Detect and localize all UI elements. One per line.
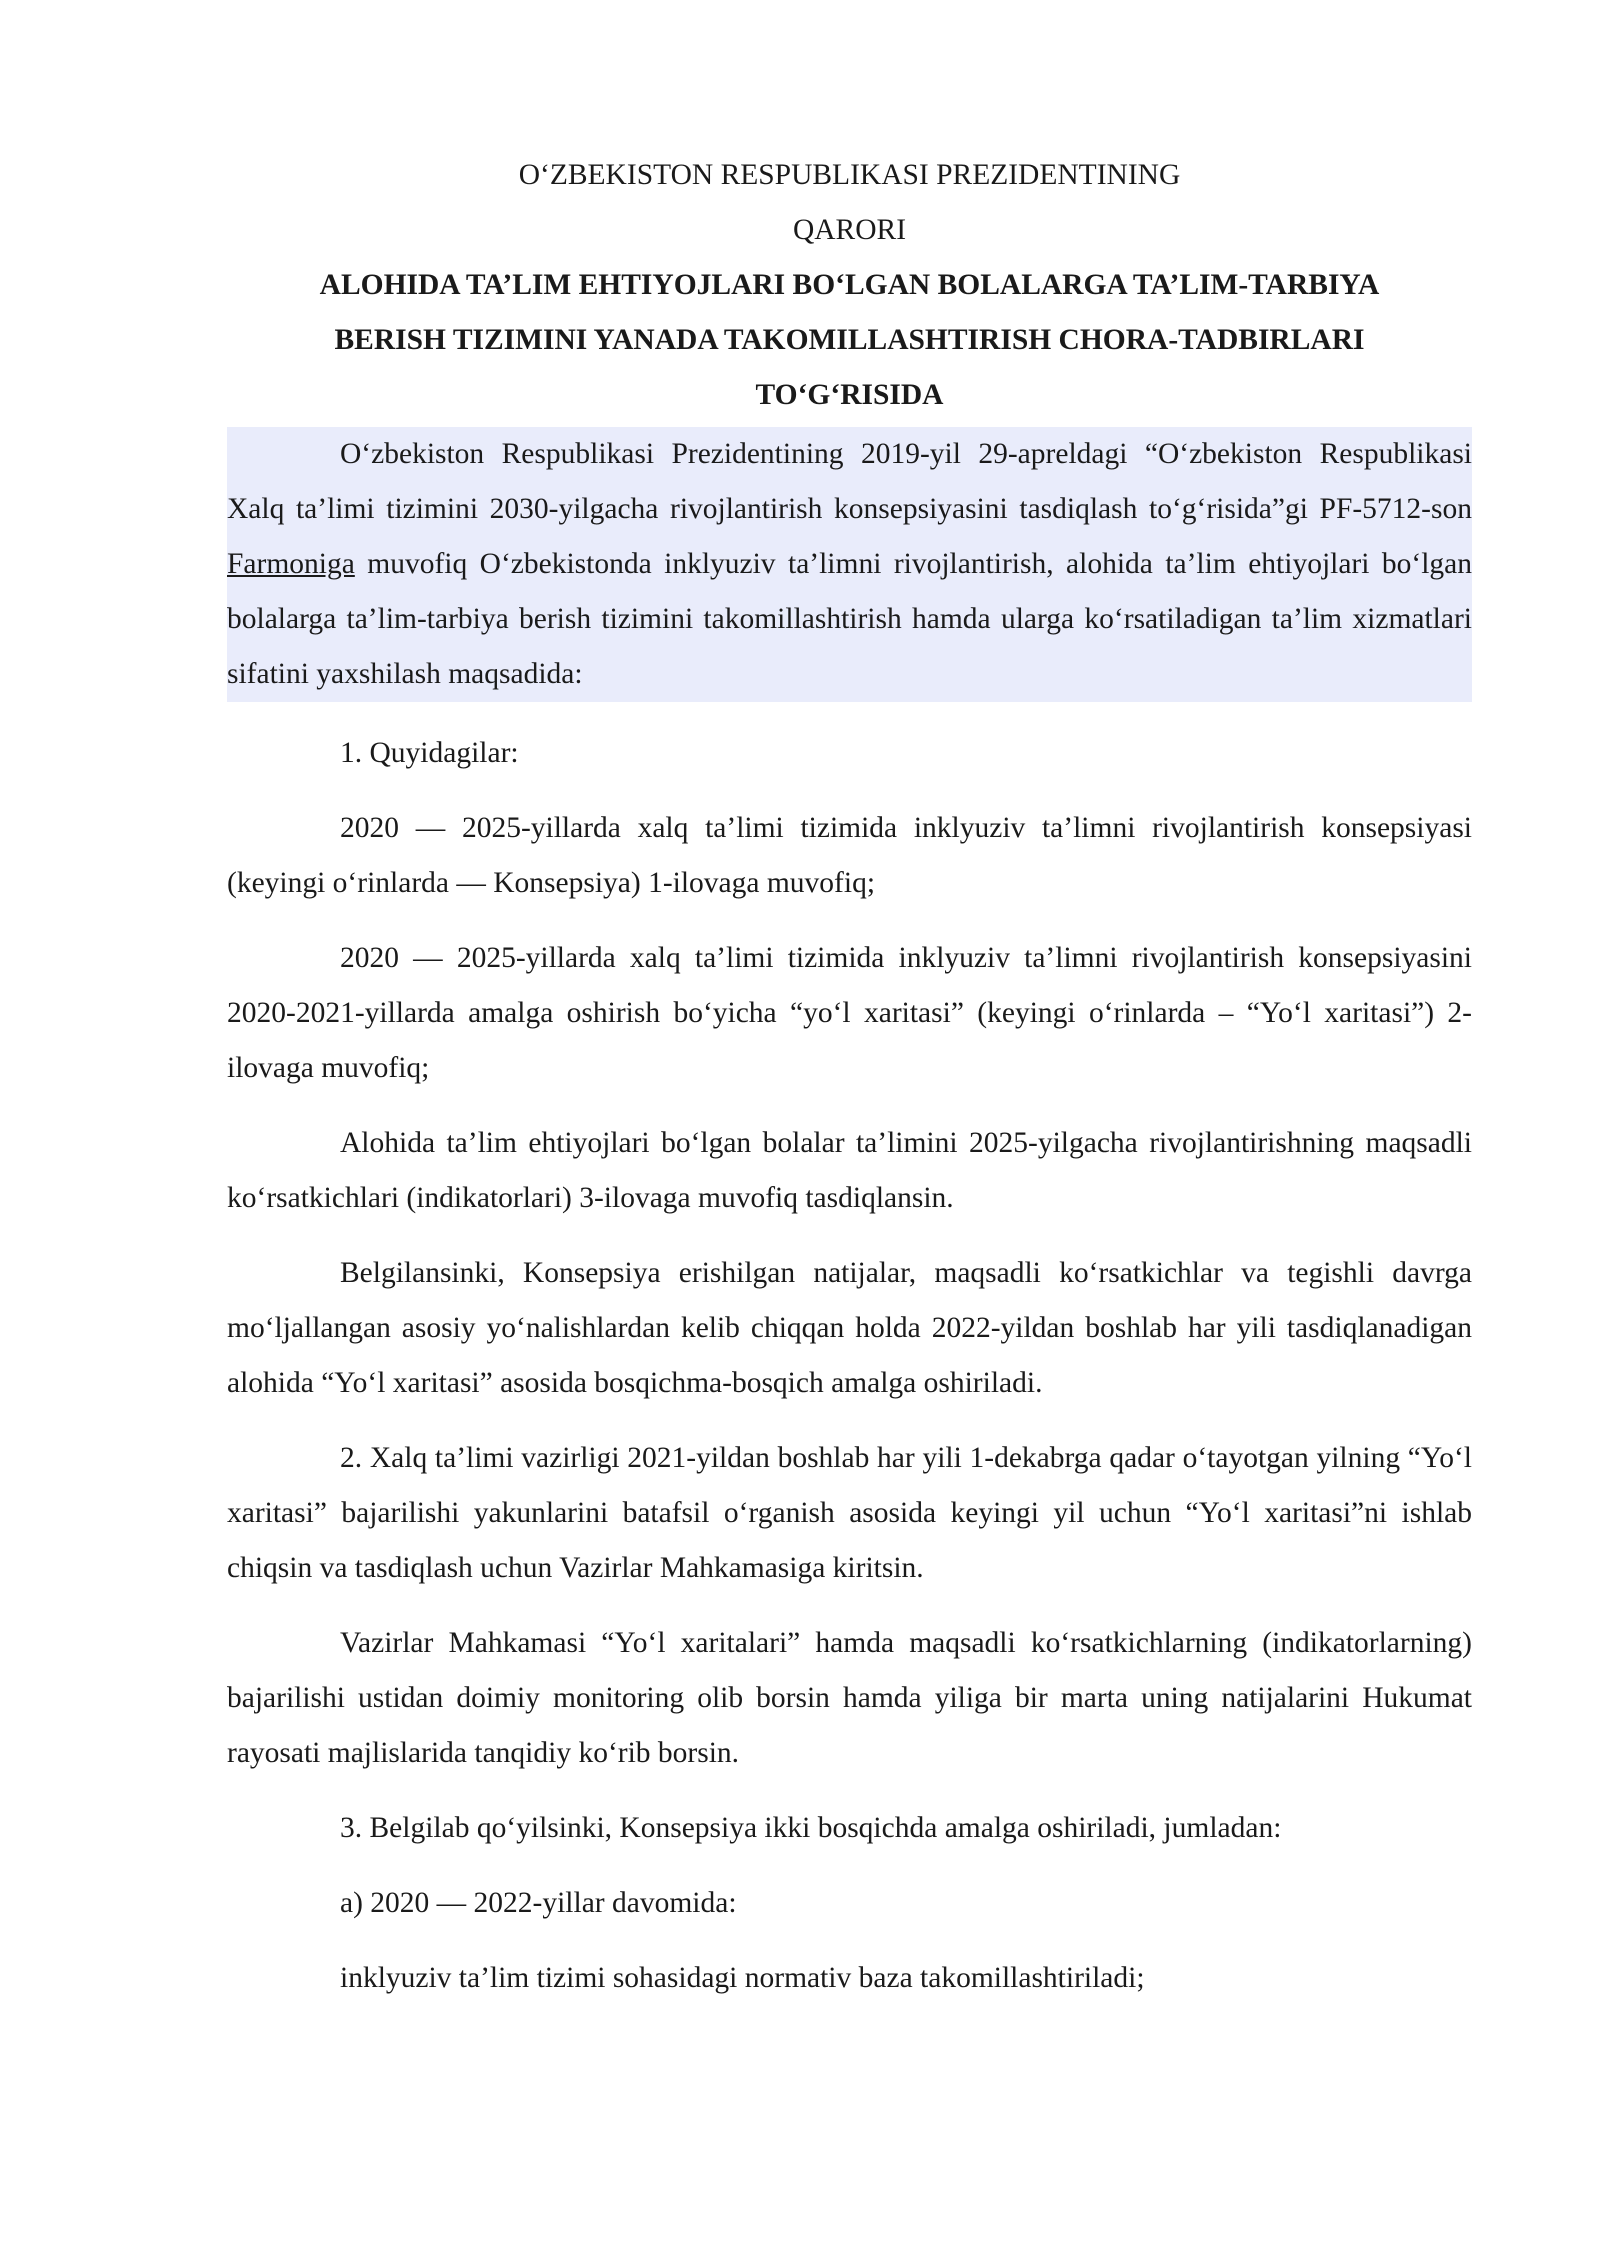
paragraph-roadmap: 2020 — 2025-yillarda xalq ta’limi tizimida inklyuziv ta’limni rivojlantirish konsepsiyasini 2020-2021-yillarda amalga oshirish bo‘yicha “yo‘l xaritasi” (keyingi o‘rinlarda – “Yo‘l xaritasi”) 2-ilovaga muvofiq;: [227, 942, 1472, 1084]
paragraph-3: 3. Belgilab qo‘yilsinki, Konsepsiya ikki bosqichda amalga oshiriladi, jumladan:: [340, 1812, 1282, 1844]
paragraph-monitoring: Vazirlar Mahkamasi “Yo‘l xaritalari” hamda maqsadli ko‘rsatkichlarning (indikatorlarning) bajarilishi ustidan doimiy monitoring olib borsin hamda yiliga bir marta uning natijalarini Hukumat rayosati majlislarida tanqidiy ko‘rib borsin.: [227, 1627, 1472, 1769]
document-issuer: O‘ZBEKISTON RESPUBLIKASI PREZIDENTINING: [518, 159, 1181, 191]
title-line-2: BERISH TIZIMINI YANADA TAKOMILLASHTIRISH CHORA-TADBIRLARI: [334, 324, 1365, 356]
paragraph-3a-item: inklyuziv ta’lim tizimi sohasidagi normativ baza takomillashtiriladi;: [340, 1962, 1145, 1994]
document-page: [227, 148, 1472, 2006]
paragraph-2: 2. Xalq ta’limi vazirligi 2021-yildan boshlab har yili 1-dekabrga qadar o‘tayotgan yilning “Yo‘l xaritasi” bajarilishi yakunlarini batafsil o‘rganish asosida keyingi yil uchun “Yo‘l xaritasi”ni ishlab chiqsin va tasdiqlash uchun Vazirlar Mahkamasiga kiritsin.: [227, 1442, 1472, 1584]
preamble-paragraph: [227, 427, 1472, 702]
paragraph-stages-note: Belgilansinki, Konsepsiya erishilgan natijalar, maqsadli ko‘rsatkichlar va tegishli davrga mo‘ljallangan asosiy yo‘nalishlardan kelib chiqqan holda 2022-yildan boshlab har yili tasdiqlanadigan alohida “Yo‘l xaritasi” asosida bosqichma-bosqich amalga oshiriladi.: [227, 1257, 1472, 1399]
document-type: QARORI: [792, 214, 907, 246]
paragraph-indicators: Alohida ta’lim ehtiyojlari bo‘lgan bolalar ta’limini 2025-yilgacha rivojlantirishning maqsadli ko‘rsatkichlari (indikatorlari) 3-ilovaga muvofiq tasdiqlansin.: [227, 1127, 1472, 1214]
paragraph-concept: 2020 — 2025-yillarda xalq ta’limi tizimida inklyuziv ta’limni rivojlantirish konsepsiyasi (keyingi o‘rinlarda — Konsepsiya) 1-ilovaga muvofiq;: [227, 812, 1472, 899]
title-line-1: ALOHIDA TA’LIM EHTIYOJLARI BO‘LGAN BOLALARGA TA’LIM-TARBIYA: [319, 269, 1380, 301]
document-title: [227, 258, 1472, 423]
paragraph-1-heading: 1. Quyidagilar:: [340, 737, 519, 769]
title-line-3: TO‘G‘RISIDA: [755, 379, 944, 411]
farmon-link[interactable]: Farmoniga: [227, 548, 355, 580]
paragraph-3a: a) 2020 — 2022-yillar davomida:: [340, 1887, 737, 1919]
preamble-text-end: muvofiq O‘zbekistonda inklyuziv ta’limni rivojlantirish, alohida ta’lim ehtiyojlari bo‘lgan bolalarga ta’lim-tarbiya berish tizimini takomillashtirish hamda ularga ko‘rsatiladigan ta’lim xizmatlari sifatini yaxshilash maqsadida:: [227, 548, 1472, 690]
preamble-text-start: O‘zbekiston Respublikasi Prezidentining 2019-yil 29-apreldagi “O‘zbekiston Respublikasi Xalq ta’limi tizimini 2030-yilgacha rivojlantirish konsepsiyasini tasdiqlash to‘g‘risida”gi PF-5712-son: [227, 438, 1472, 525]
